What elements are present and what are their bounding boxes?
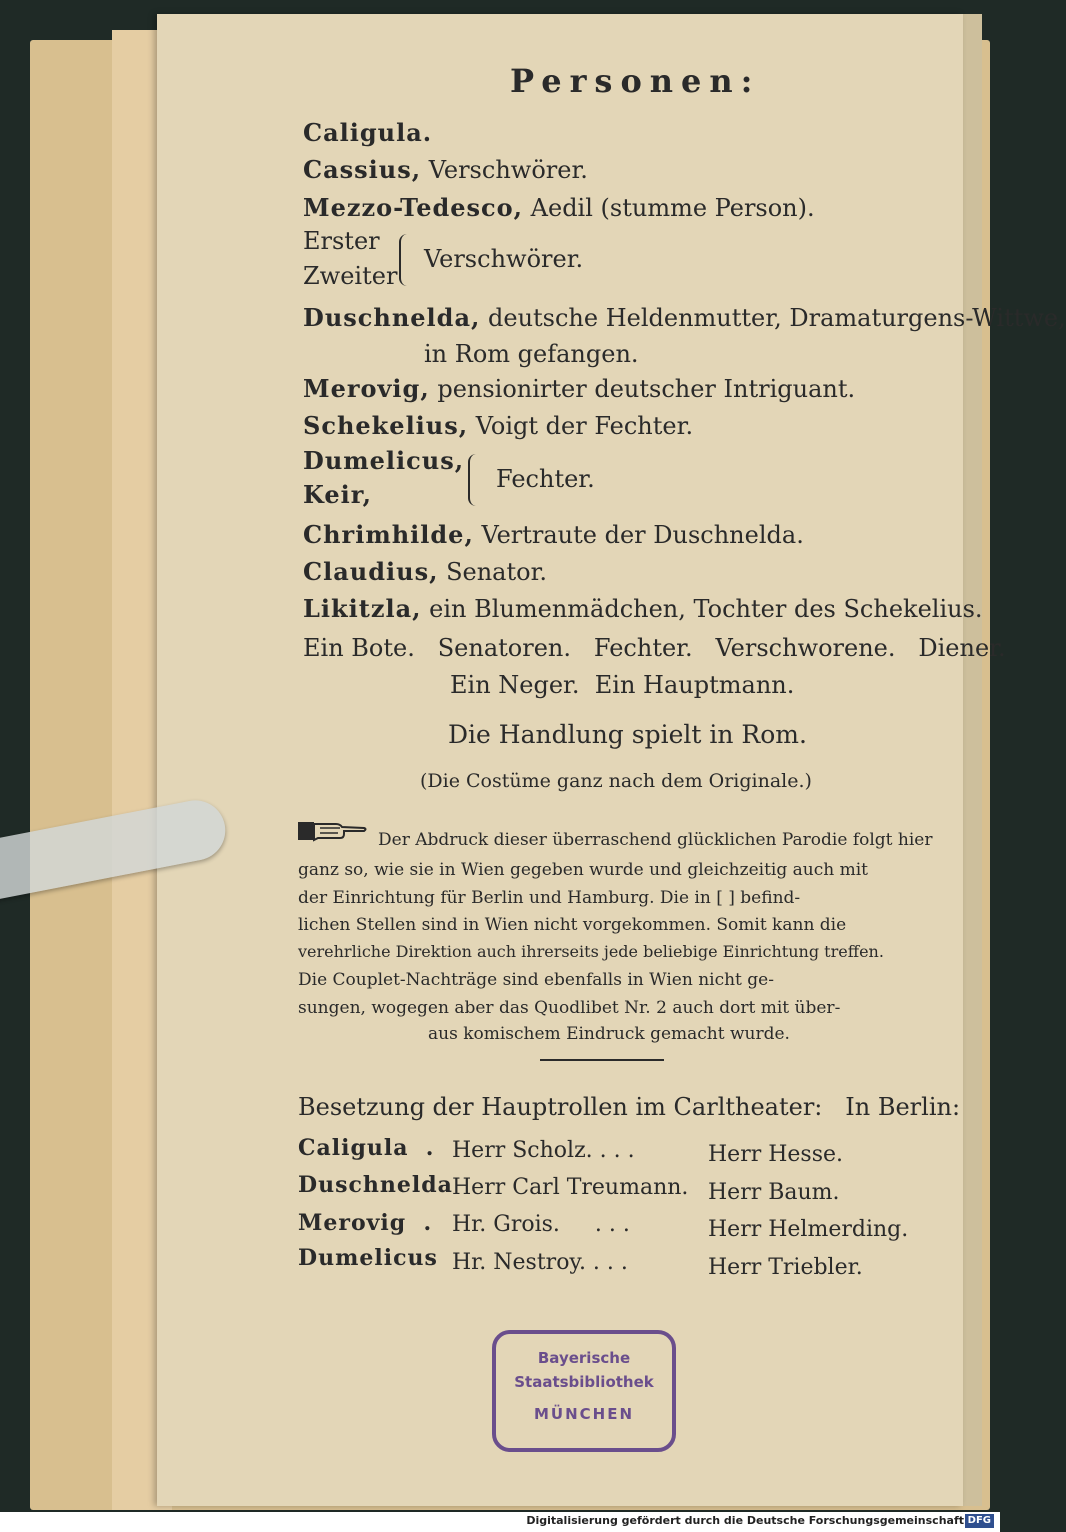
pointing-hand-icon: [296, 818, 368, 844]
group-name: [303, 446, 464, 475]
cast-berlin: Herr Helmerding.: [708, 1217, 909, 1242]
group-name: Erster: [303, 227, 380, 255]
cast-role: Merovig .: [298, 1210, 433, 1236]
stamp-line: MÜNCHEN: [533, 1405, 635, 1423]
note-line: ganz so, wie sie in Wien gegeben wurde und gleichzeitig auch mit: [298, 860, 868, 880]
role-name: Chrimhilde,: [303, 520, 474, 549]
role-desc: Voigt der Fechter.: [475, 412, 694, 440]
role-desc: pensionirter deutscher Intriguant.: [437, 375, 856, 403]
role-desc: Senator.: [446, 558, 548, 586]
role-desc: deutsche Heldenmutter, Dramaturgens-Wittwe,: [488, 304, 1066, 332]
document-page: [157, 14, 963, 1506]
role-name: Likitzla,: [303, 594, 422, 623]
note-line: Die Couplet-Nachträge sind ebenfalls in Wien nicht ge-: [298, 970, 774, 990]
page-edge: [960, 14, 982, 1506]
role-line: [303, 118, 432, 147]
role-desc: Vertraute der Duschnelda.: [481, 521, 804, 549]
footer-strip: [0, 1512, 1000, 1532]
dfg-logo: DFG: [965, 1514, 994, 1528]
page-title: Personen:: [510, 62, 761, 100]
role-name: Caligula.: [303, 118, 433, 147]
role-line: [303, 303, 1066, 332]
role-name: Keir,: [303, 480, 372, 509]
library-stamp: [492, 1330, 676, 1452]
role-name: Mezzo-Tedesco,: [303, 193, 524, 222]
cast-wien: Herr Carl Treumann.: [452, 1175, 689, 1200]
brace: [468, 454, 478, 506]
costume-note: (Die Costüme ganz nach dem Originale.): [420, 770, 812, 792]
stamp-line: Bayerische: [537, 1349, 631, 1367]
role-desc: ein Blumenmädchen, Tochter des Schekelius.: [429, 595, 983, 623]
cast-wien: Hr. Nestroy. . . .: [452, 1250, 628, 1275]
note-line: der Einrichtung für Berlin und Hamburg. Die in [ ] befind-: [298, 888, 801, 908]
role-line: [303, 520, 804, 549]
role-line: [303, 374, 855, 403]
role-line: [303, 557, 547, 586]
group-name: Zweiter: [303, 262, 398, 290]
extras-line: Ein Bote. Senatoren. Fechter. Verschworene. Diener.: [303, 634, 1006, 662]
extras-line: Ein Neger. Ein Hauptmann.: [450, 671, 795, 699]
footer-text: Digitalisierung gefördert durch die Deutsche Forschungsgemeinschaft: [526, 1514, 964, 1527]
cast-wien: Hr. Grois. . . .: [452, 1212, 630, 1237]
divider: [540, 1059, 664, 1061]
role-line: [303, 411, 693, 440]
role-desc: Aedil (stumme Person).: [530, 194, 815, 222]
cast-wien: Herr Scholz. . . .: [452, 1138, 635, 1163]
cast-heading: Besetzung der Hauptrollen im Carltheater: In Berlin:: [298, 1093, 961, 1121]
note-line: sungen, wogegen aber das Quodlibet Nr. 2 auch dort mit über-: [298, 998, 841, 1018]
role-name: Cassius,: [303, 155, 422, 184]
cast-role: Dumelicus: [298, 1245, 438, 1271]
role-name: Merovig,: [303, 374, 430, 403]
role-name: Claudius,: [303, 557, 439, 586]
group-desc: Verschwörer.: [424, 245, 584, 273]
group-desc: Fechter.: [496, 465, 595, 493]
role-desc: Verschwörer.: [428, 156, 588, 184]
stamp-line: Staatsbibliothek: [514, 1373, 654, 1391]
cast-role: Caligula .: [298, 1135, 435, 1161]
role-name: Schekelius,: [303, 411, 469, 440]
cast-berlin: Herr Hesse.: [708, 1142, 844, 1167]
note-line: verehrliche Direktion auch ihrerseits jede beliebige Einrichtung treffen.: [298, 942, 884, 961]
role-line: [303, 193, 815, 222]
note-line: lichen Stellen sind in Wien nicht vorgekommen. Somit kann die: [298, 915, 847, 935]
note-line: Der Abdruck dieser überraschend glücklichen Parodie folgt hier: [378, 830, 933, 850]
note-line: aus komischem Eindruck gemacht wurde.: [428, 1024, 790, 1044]
cast-berlin: Herr Baum.: [708, 1180, 840, 1205]
role-line: [303, 155, 588, 184]
setting-line: Die Handlung spielt in Rom.: [448, 720, 807, 749]
role-line: [303, 594, 983, 623]
role-name: Dumelicus,: [303, 446, 465, 475]
role-name: Duschnelda,: [303, 303, 481, 332]
group-name: [303, 480, 372, 509]
cast-berlin: Herr Triebler.: [708, 1255, 863, 1280]
role-desc-continuation: in Rom gefangen.: [424, 340, 639, 368]
cast-role: Duschnelda: [298, 1172, 453, 1198]
brace: [399, 234, 409, 286]
